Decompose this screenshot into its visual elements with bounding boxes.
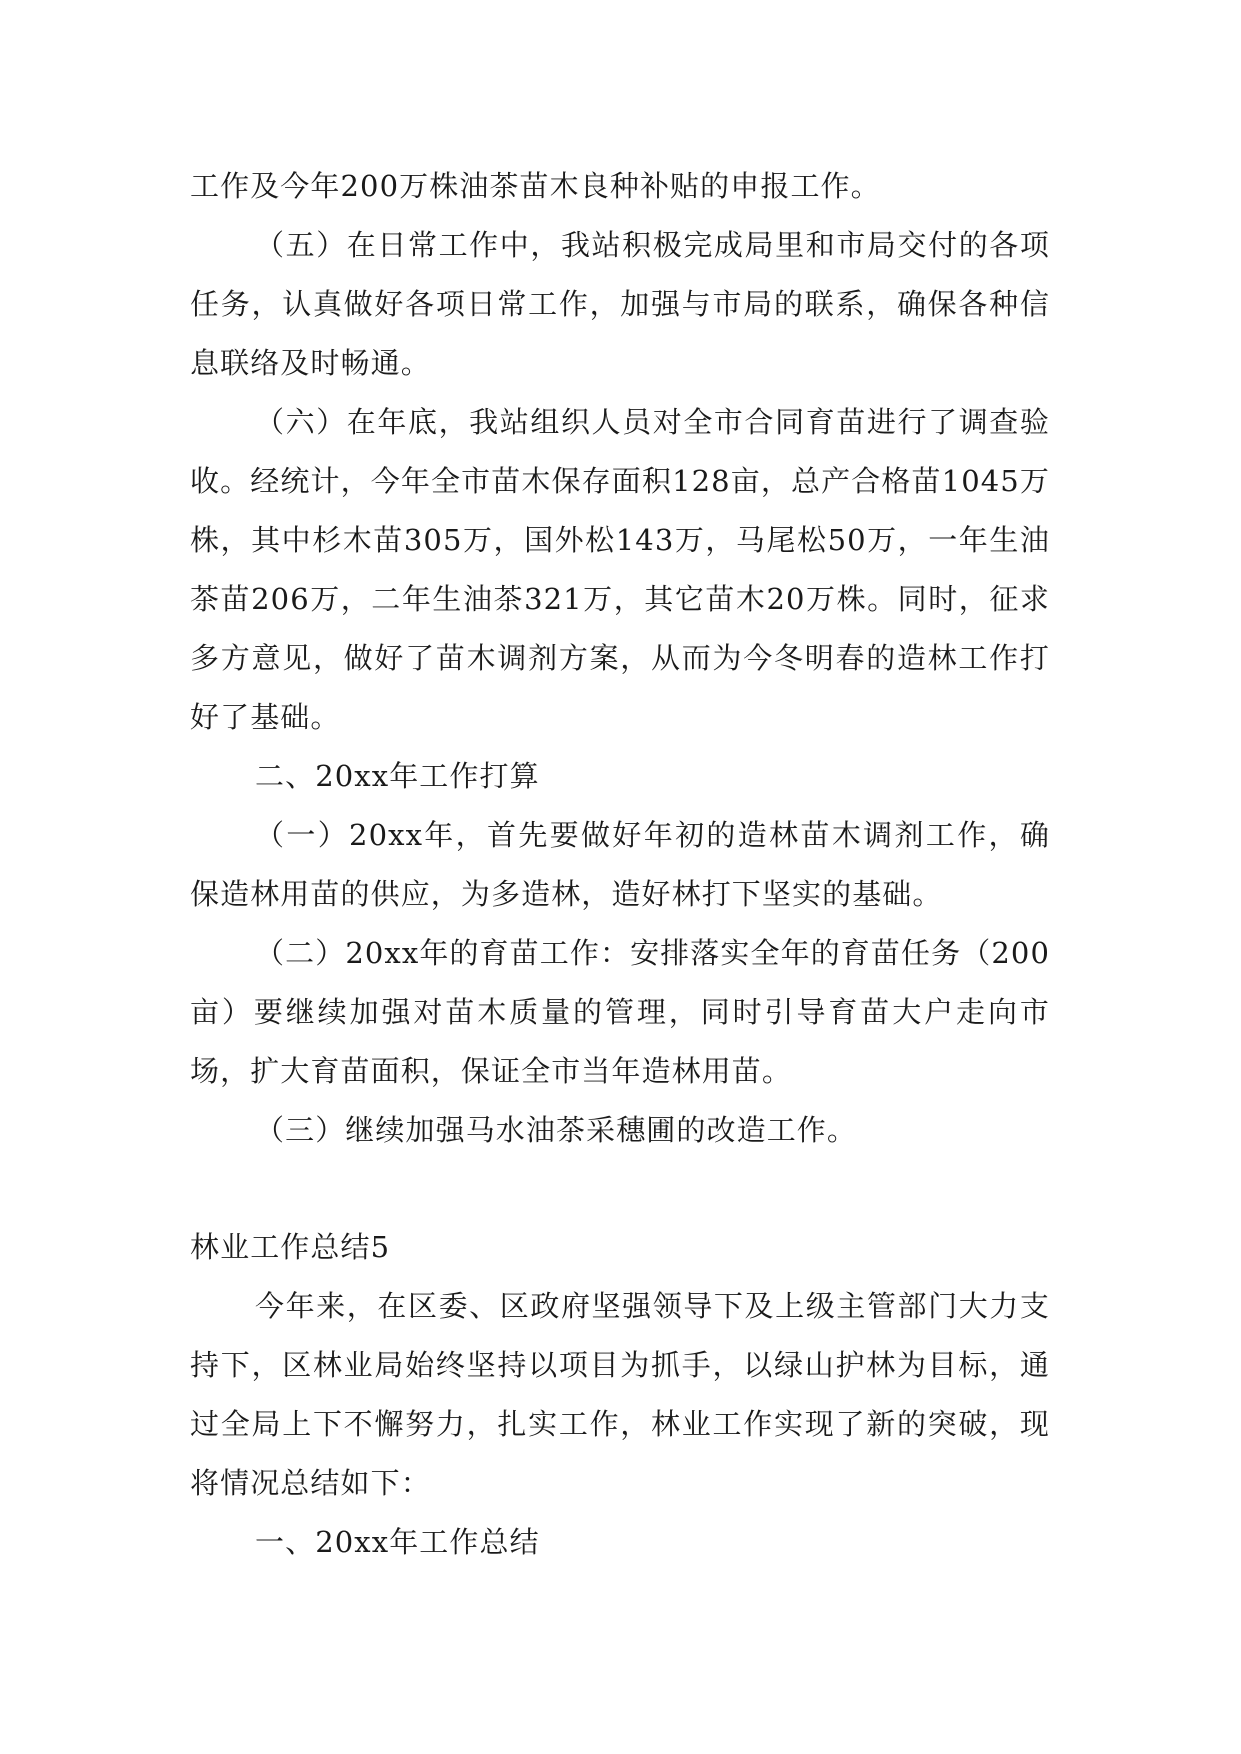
paragraph-item-6: （六）在年底，我站组织人员对全市合同育苗进行了调查验收。经统计，今年全市苗木保存面积128亩，总产合格苗1045万株，其中杉木苗305万，国外松143万，马尾松50万，一年生油茶苗206万，二年生油茶321万，其它苗木20万株。同时，征求多方意见，做好了苗木调剂方案，从而为今冬明春的造林工作打好了基础。 [190, 405, 1050, 734]
paragraph-item-5: （五）在日常工作中，我站积极完成局里和市局交付的各项任务，认真做好各项日常工作，加强与市局的联系，确保各种信息联络及时畅通。 [190, 228, 1050, 380]
paragraph-plan-2: （二）20xx年的育苗工作：安排落实全年的育苗任务（200亩）要继续加强对苗木质量的管理，同时引导育苗大户走向市场，扩大育苗面积，保证全市当年造林用苗。 [190, 936, 1050, 1088]
paragraph-plan-1: （一）20xx年，首先要做好年初的造林苗木调剂工作，确保造林用苗的供应，为多造林，造好林打下坚实的基础。 [190, 818, 1050, 911]
paragraph-intro: 今年来，在区委、区政府坚强领导下及上级主管部门大力支持下，区林业局始终坚持以项目为抓手，以绿山护林为目标，通过全局上下不懈努力，扎实工作，林业工作实现了新的突破，现将情况总结如下： [190, 1289, 1050, 1500]
paragraph-continuation: 工作及今年200万株油茶苗木良种补贴的申报工作。 [190, 169, 881, 203]
document-section-title: 林业工作总结5 [190, 1230, 391, 1264]
paragraph-plan-3: （三）继续加强马水油茶采穗圃的改造工作。 [255, 1113, 858, 1147]
document-body [190, 157, 1050, 1572]
section-gap [190, 1160, 1050, 1218]
section-heading-summary: 一、20xx年工作总结 [255, 1525, 540, 1559]
section-heading-plan: 二、20xx年工作打算 [255, 759, 540, 793]
